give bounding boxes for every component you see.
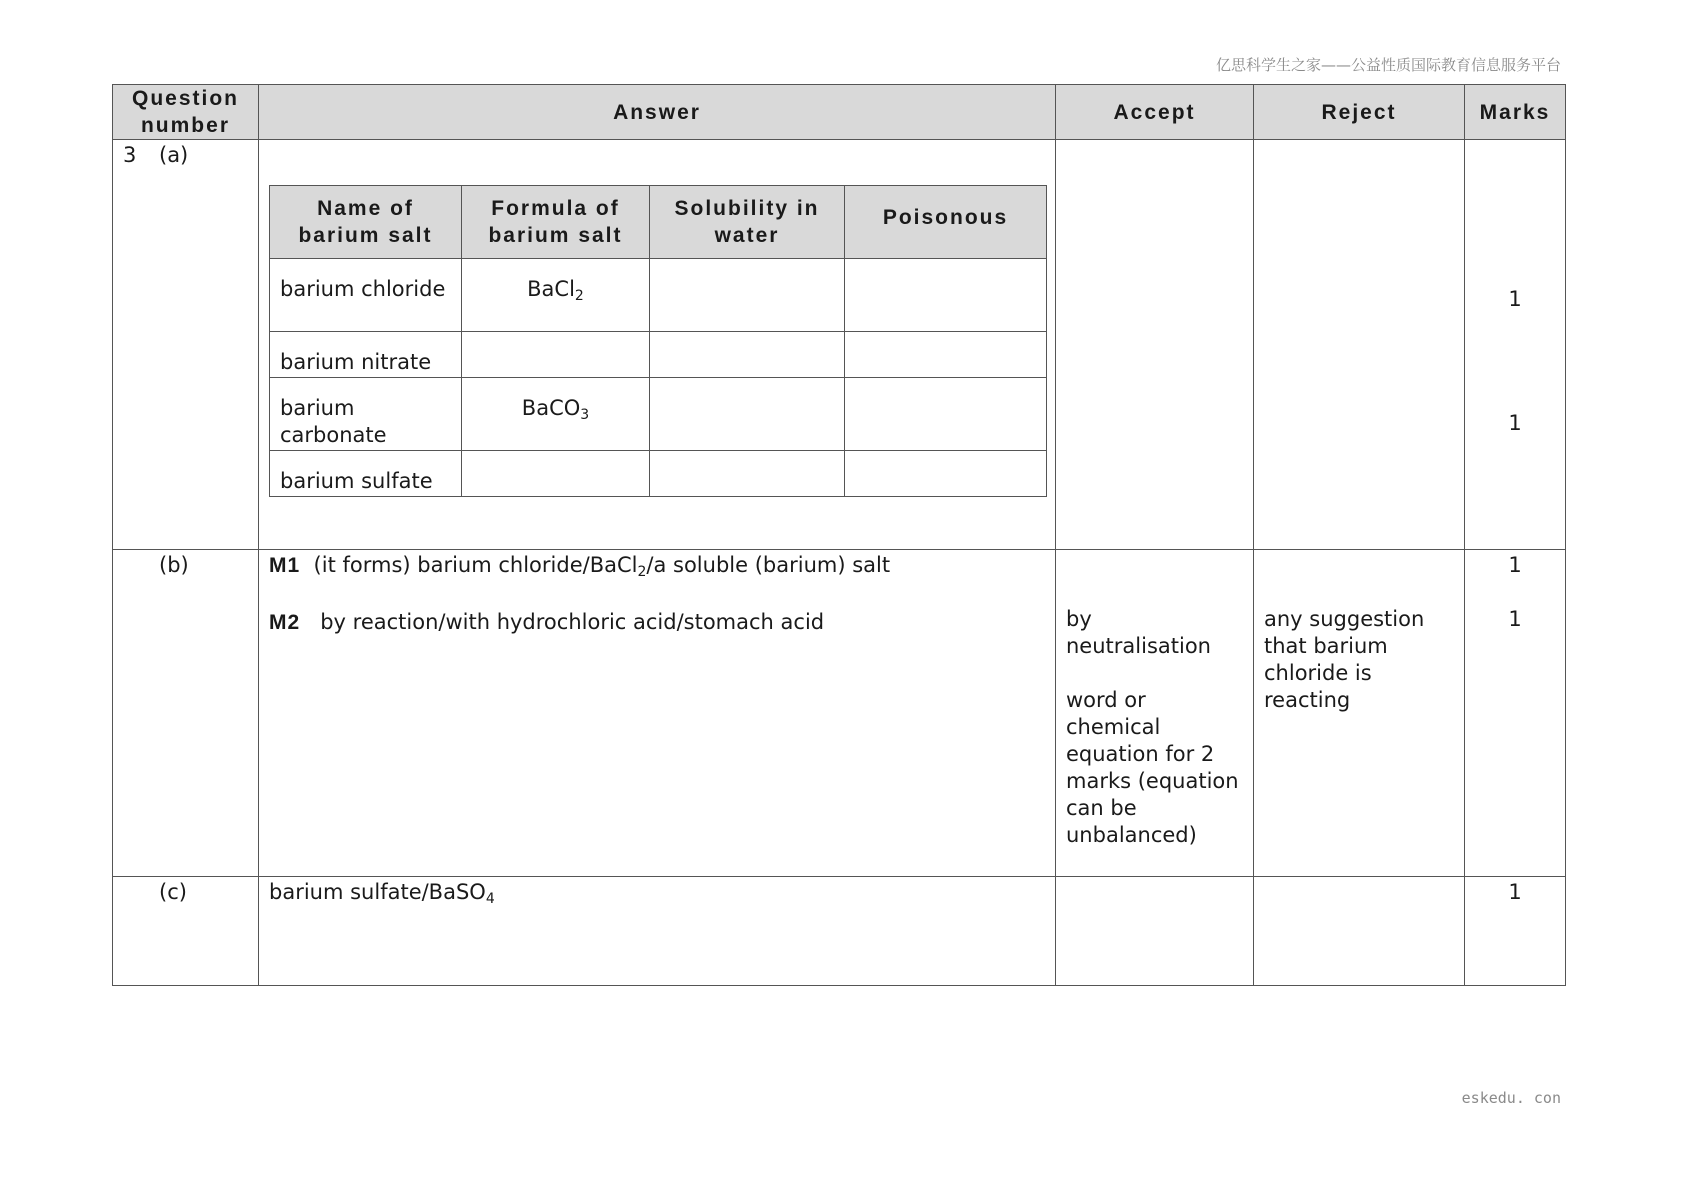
salt-solubility [650,332,845,378]
reject-text: any suggestion that barium chloride is reacting [1264,607,1425,712]
salt-header-solubility: Solubility in water [650,186,845,259]
salt-poisonous [845,332,1047,378]
accept-3b [1056,550,1254,877]
header-reject: Reject [1254,85,1465,140]
question-part: (a) [159,143,189,167]
row-part-a [113,140,1566,550]
header-accept: Accept [1056,85,1254,140]
barium-salts-table [269,185,1047,497]
mark-value: 1 [1508,880,1522,904]
salt-header-formula: Formula of barium salt [462,186,650,259]
marks-3c [1465,877,1566,986]
answer-3c: barium sulfate/BaSO$_4$ [259,877,1056,986]
salt-solubility [650,378,845,451]
salt-poisonous [845,378,1047,451]
mark-scheme-table [112,84,1566,986]
m1-text: (it forms) barium chloride/BaCl$_2$/a soluble (barium) salt [313,553,891,580]
mark-value: 1 [1508,287,1522,311]
accept-3a [1056,140,1254,550]
accept-text: word or chemical equation for 2 marks (equation can be unbalanced) [1066,688,1239,847]
salt-row [270,451,1047,497]
reject-3b [1254,550,1465,877]
question-part: (c) [159,880,187,904]
accept-3c [1056,877,1254,986]
salt-row [270,332,1047,378]
question-number-3b [113,550,259,877]
marks-3a [1465,140,1566,550]
salt-poisonous [845,259,1047,332]
question-number: 3 [123,143,137,167]
salt-formula [462,332,650,378]
m2-line [269,609,1045,636]
accept-text: by neutralisation [1066,607,1211,658]
mark-value: 1 [1508,411,1522,435]
salt-formula: BaCO$_3$ [462,378,650,451]
question-number-3a [113,140,259,550]
salt-solubility [650,259,845,332]
header-marks: Marks [1465,85,1566,140]
answer-3b [259,550,1056,877]
watermark-bottom: eskedu. con [1461,1089,1561,1107]
salt-name: barium sulfate [270,451,462,497]
salt-header-name: Name of barium salt [270,186,462,259]
question-part: (b) [159,553,189,577]
mark-value: 1 [1508,553,1522,577]
header-answer: Answer [259,85,1056,140]
reject-3c [1254,877,1465,986]
m1-line [269,552,1045,582]
m1-label: M1 [269,554,301,577]
salt-solubility [650,451,845,497]
salt-header-poisonous: Poisonous [845,186,1047,259]
row-part-b [113,550,1566,877]
salt-row [270,259,1047,332]
question-number-3c [113,877,259,986]
salt-formula: BaCl$_2$ [462,259,650,332]
header-row [113,85,1566,140]
watermark-top: 亿思科学生之家——公益性质国际教育信息服务平台 [1215,56,1561,74]
salt-name: barium nitrate [270,332,462,378]
salt-name: barium chloride [270,259,462,332]
marks-3b [1465,550,1566,877]
salt-row [270,378,1047,451]
row-part-c [113,877,1566,986]
salt-name: barium carbonate [270,378,462,451]
m2-label: M2 [269,611,301,634]
salt-formula [462,451,650,497]
answer-3a [259,140,1056,550]
salt-poisonous [845,451,1047,497]
reject-3a [1254,140,1465,550]
header-question: Question number [113,85,259,140]
mark-value: 1 [1508,607,1522,631]
m2-text: by reaction/with hydrochloric acid/stomach acid [320,610,825,634]
